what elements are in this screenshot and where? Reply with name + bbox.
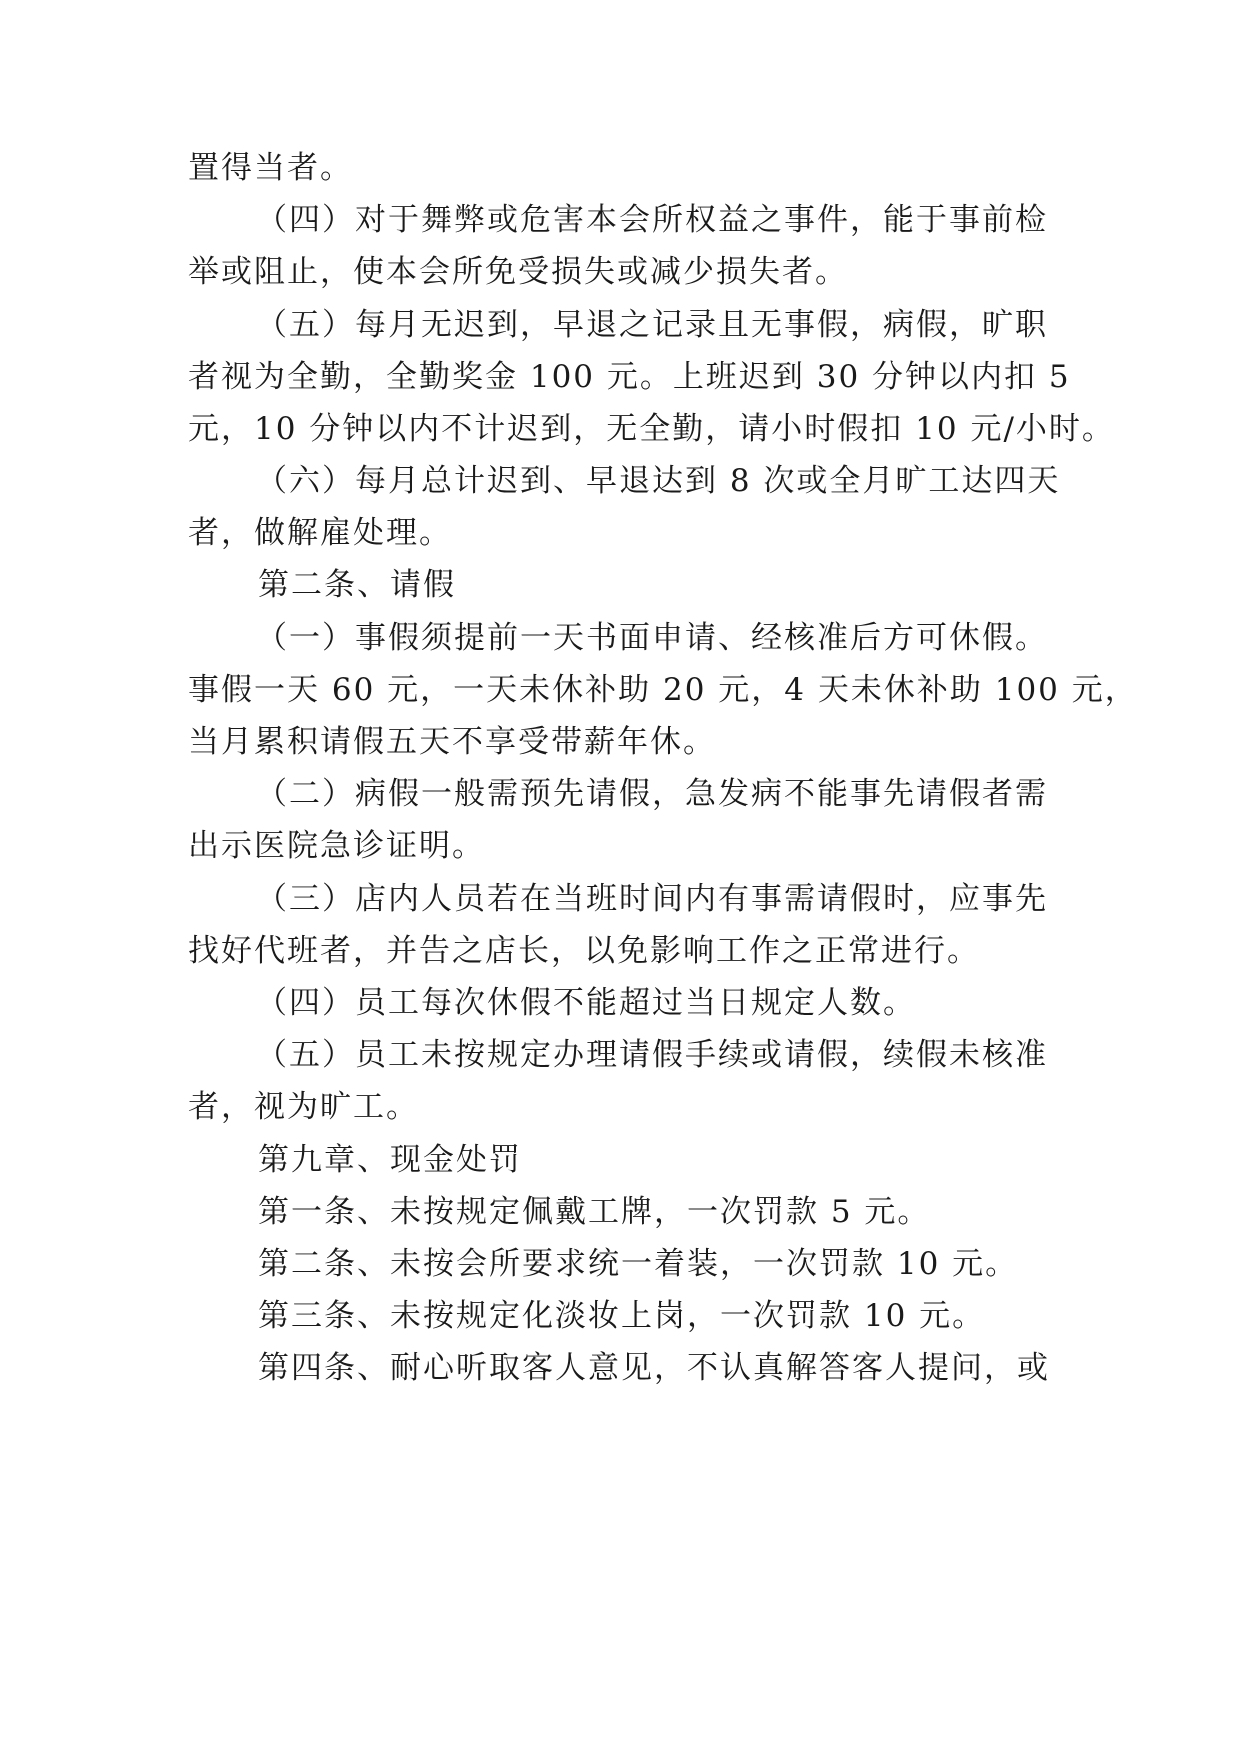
text-line: 举或阻止，使本会所免受损失或减少损失者。 xyxy=(188,254,848,290)
text-line: 事假一天 60 元，一天未休补助 20 元，4 天未休补助 100 元， xyxy=(188,672,1138,708)
text-line: 找好代班者，并告之店长，以免影响工作之正常进行。 xyxy=(188,933,980,969)
text-line: （四）对于舞弊或危害本会所权益之事件，能于事前检 xyxy=(256,202,1048,238)
text-line: 者，做解雇处理。 xyxy=(188,515,452,551)
text-line: 出示医院急诊证明。 xyxy=(188,828,485,864)
text-line: （五）员工未按规定办理请假手续或请假，续假未核准 xyxy=(256,1037,1048,1073)
text-line: 者视为全勤，全勤奖金 100 元。上班迟到 30 分钟以内扣 5 xyxy=(188,359,1071,395)
text-line: （六）每月总计迟到、早退达到 8 次或全月旷工达四天 xyxy=(256,463,1061,499)
chapter-heading: 第九章、现金处罚 xyxy=(258,1142,522,1178)
text-line: （一）事假须提前一天书面申请、经核准后方可休假。 xyxy=(256,620,1048,656)
article-line: 第二条、未按会所要求统一着装，一次罚款 10 元。 xyxy=(258,1246,1019,1282)
text-line: （三）店内人员若在当班时间内有事需请假时，应事先 xyxy=(256,881,1048,917)
text-line: 置得当者。 xyxy=(188,150,353,186)
article-line: 第四条、耐心听取客人意见，不认真解答客人提问，或 xyxy=(258,1350,1050,1386)
text-line: （二）病假一般需预先请假，急发病不能事先请假者需 xyxy=(256,776,1048,812)
section-heading: 第二条、请假 xyxy=(258,567,456,603)
article-line: 第三条、未按规定化淡妆上岗，一次罚款 10 元。 xyxy=(258,1298,986,1334)
text-line: （四）员工每次休假不能超过当日规定人数。 xyxy=(256,985,916,1021)
text-line: 当月累积请假五天不享受带薪年休。 xyxy=(188,724,716,760)
text-line: 者，视为旷工。 xyxy=(188,1089,419,1125)
article-line: 第一条、未按规定佩戴工牌，一次罚款 5 元。 xyxy=(258,1194,931,1230)
text-line: （五）每月无迟到，早退之记录且无事假，病假，旷职 xyxy=(256,307,1048,343)
text-line: 元，10 分钟以内不计迟到，无全勤，请小时假扣 10 元/小时。 xyxy=(188,411,1115,447)
